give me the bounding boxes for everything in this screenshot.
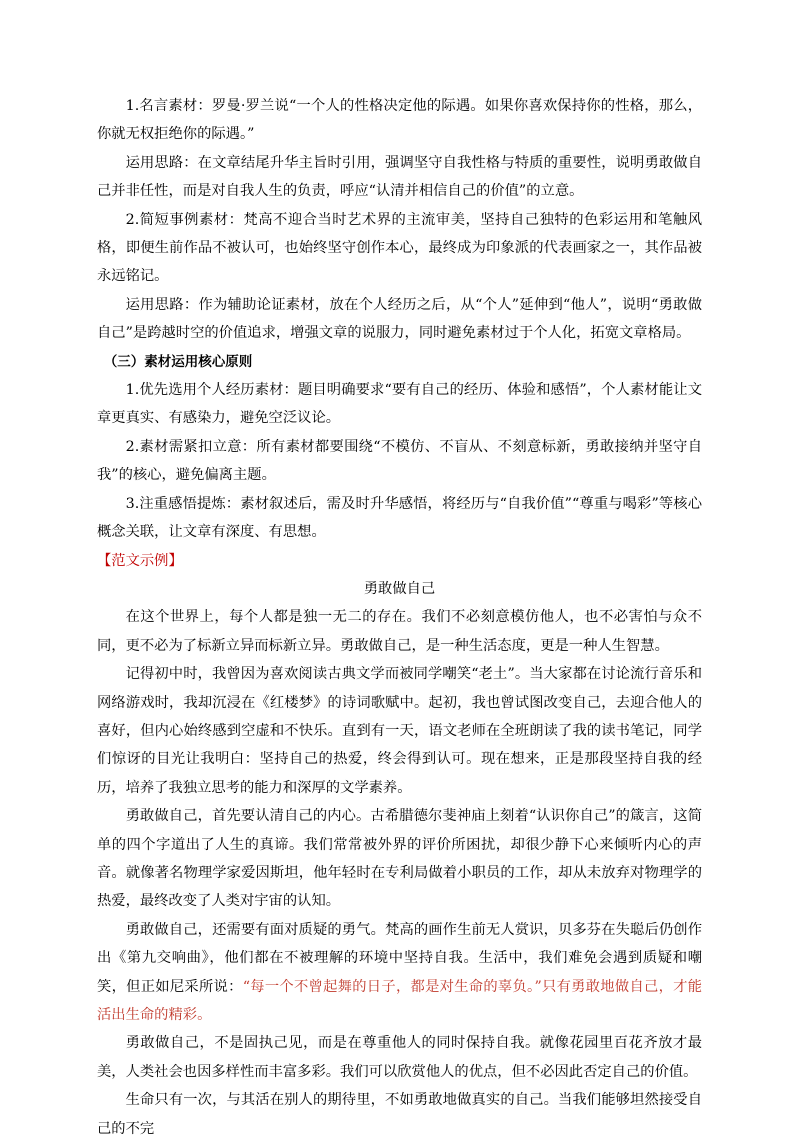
sample-essay-label: 【范文示例】 <box>97 552 183 569</box>
usage-idea-paragraph-2: 运用思路：作为辅助论证素材，放在个人经历之后，从“个人”延伸到“他人”，说明“勇敢做自己”是跨越时空的价值追求，增强文章的说服力，同时避免素材过于个人化，拓宽文章格局。 <box>97 296 702 342</box>
quote-material-paragraph: 1.名言素材：罗曼·罗兰说“一个人的性格决定他的际遇。如果你喜欢保持你的性格，那么，你就无权拒绝你的际遇。” <box>97 98 702 143</box>
essay-paragraph-4 <box>97 916 702 1030</box>
essay-paragraph-5: 勇敢做自己，不是固执己见，而是在尊重他人的同时保持自我。就像花园里百花齐放才最美，人类社会也因多样性而丰富多彩。我们可以欣赏他人的优点，但不必因此否定自己的价值。 <box>97 1035 702 1080</box>
example-material-paragraph: 2.简短事例素材：梵高不迎合当时艺术界的主流审美，坚持自己独特的色彩运用和笔触风格，即便生前作品不被认可，也始终坚守创作本心，最终成为印象派的代表画家之一，其作品被永远铭记。 <box>97 211 702 285</box>
essay-paragraph-1: 在这个世界上，每个人都是独一无二的存在。我们不必刻意模仿他人，也不必害怕与众不同，更不必为了标新立异而标新立异。勇敢做自己，是一种生活态度，更是一种人生智慧。 <box>97 609 702 654</box>
usage-idea-paragraph-1: 运用思路：在文章结尾升华主旨时引用，强调坚守自我性格与特质的重要性，说明勇敢做自己并非任性，而是对自我人生的负责，呼应“认清并相信自己的价值”的立意。 <box>97 154 702 200</box>
essay-paragraph-2: 记得初中时，我曾因为喜欢阅读古典文学而被同学嘲笑“老土”。当大家都在讨论流行音乐和网络游戏时，我却沉浸在《红楼梦》的诗词歌赋中。起初，我也曾试图改变自己，去迎合他人的喜好，但内心始终感到空虚和不快乐。直到有一天，语文老师在全班朗读了我的读书笔记，同学们惊讶的目光让我明白：坚持自己的热爱，终会得到认可。现在想来，正是那段坚持自我的经历，培养了我独立思考的能力和深厚的文学素养。 <box>97 666 702 796</box>
nietzsche-quote: “每一个不曾起舞的日子，都是对生命的辜负。”只有勇敢地做自己，才能活出生命的精彩。 <box>97 978 703 1023</box>
essay-paragraph-6: 生命只有一次，与其活在别人的期待里，不如勇敢地做真实的自己。当我们能够坦然接受自己的不完 <box>97 1092 702 1137</box>
principle-1: 1.优先选用个人经历素材：题目明确要求“要有自己的经历、体验和感悟”，个人素材能让文章更真实、有感染力，避免空泛议论。 <box>97 382 702 427</box>
principle-2: 2.素材需紧扣立意：所有素材都要围绕“不模仿、不盲从、不刻意标新，勇敢接纳并坚守自我”的核心，避免偏离主题。 <box>97 438 702 484</box>
principles-heading: （三）素材运用核心原则 <box>103 353 253 370</box>
principle-3: 3.注重感悟提炼：素材叙述后，需及时升华感悟，将经历与“自我价值”“尊重与喝彩”等核心概念关联，让文章有深度、有思想。 <box>97 495 702 541</box>
essay-paragraph-4-text: 勇敢做自己，还需要有面对质疑的勇气。梵高的画作生前无人赏识，贝多芬在失聪后仍创作出《第九交响曲》，他们都在不被理解的环境中坚持自我。生活中，我们难免会遇到质疑和嘲笑，但正如尼采所说： <box>97 921 702 995</box>
essay-title: 勇敢做自己 <box>363 580 436 597</box>
document-page <box>97 92 702 1143</box>
essay-paragraph-3: 勇敢做自己，首先要认清自己的内心。古希腊德尔斐神庙上刻着“认识你自己”的箴言，这简单的四个字道出了人生的真谛。我们常常被外界的评价所困扰，却很少静下心来倾听内心的声音。就像著名物理学家爱因斯坦，他年轻时在专利局做着小职员的工作，却从未放弃对物理学的热爱，最终改变了人类对宇宙的认知。 <box>97 808 702 910</box>
